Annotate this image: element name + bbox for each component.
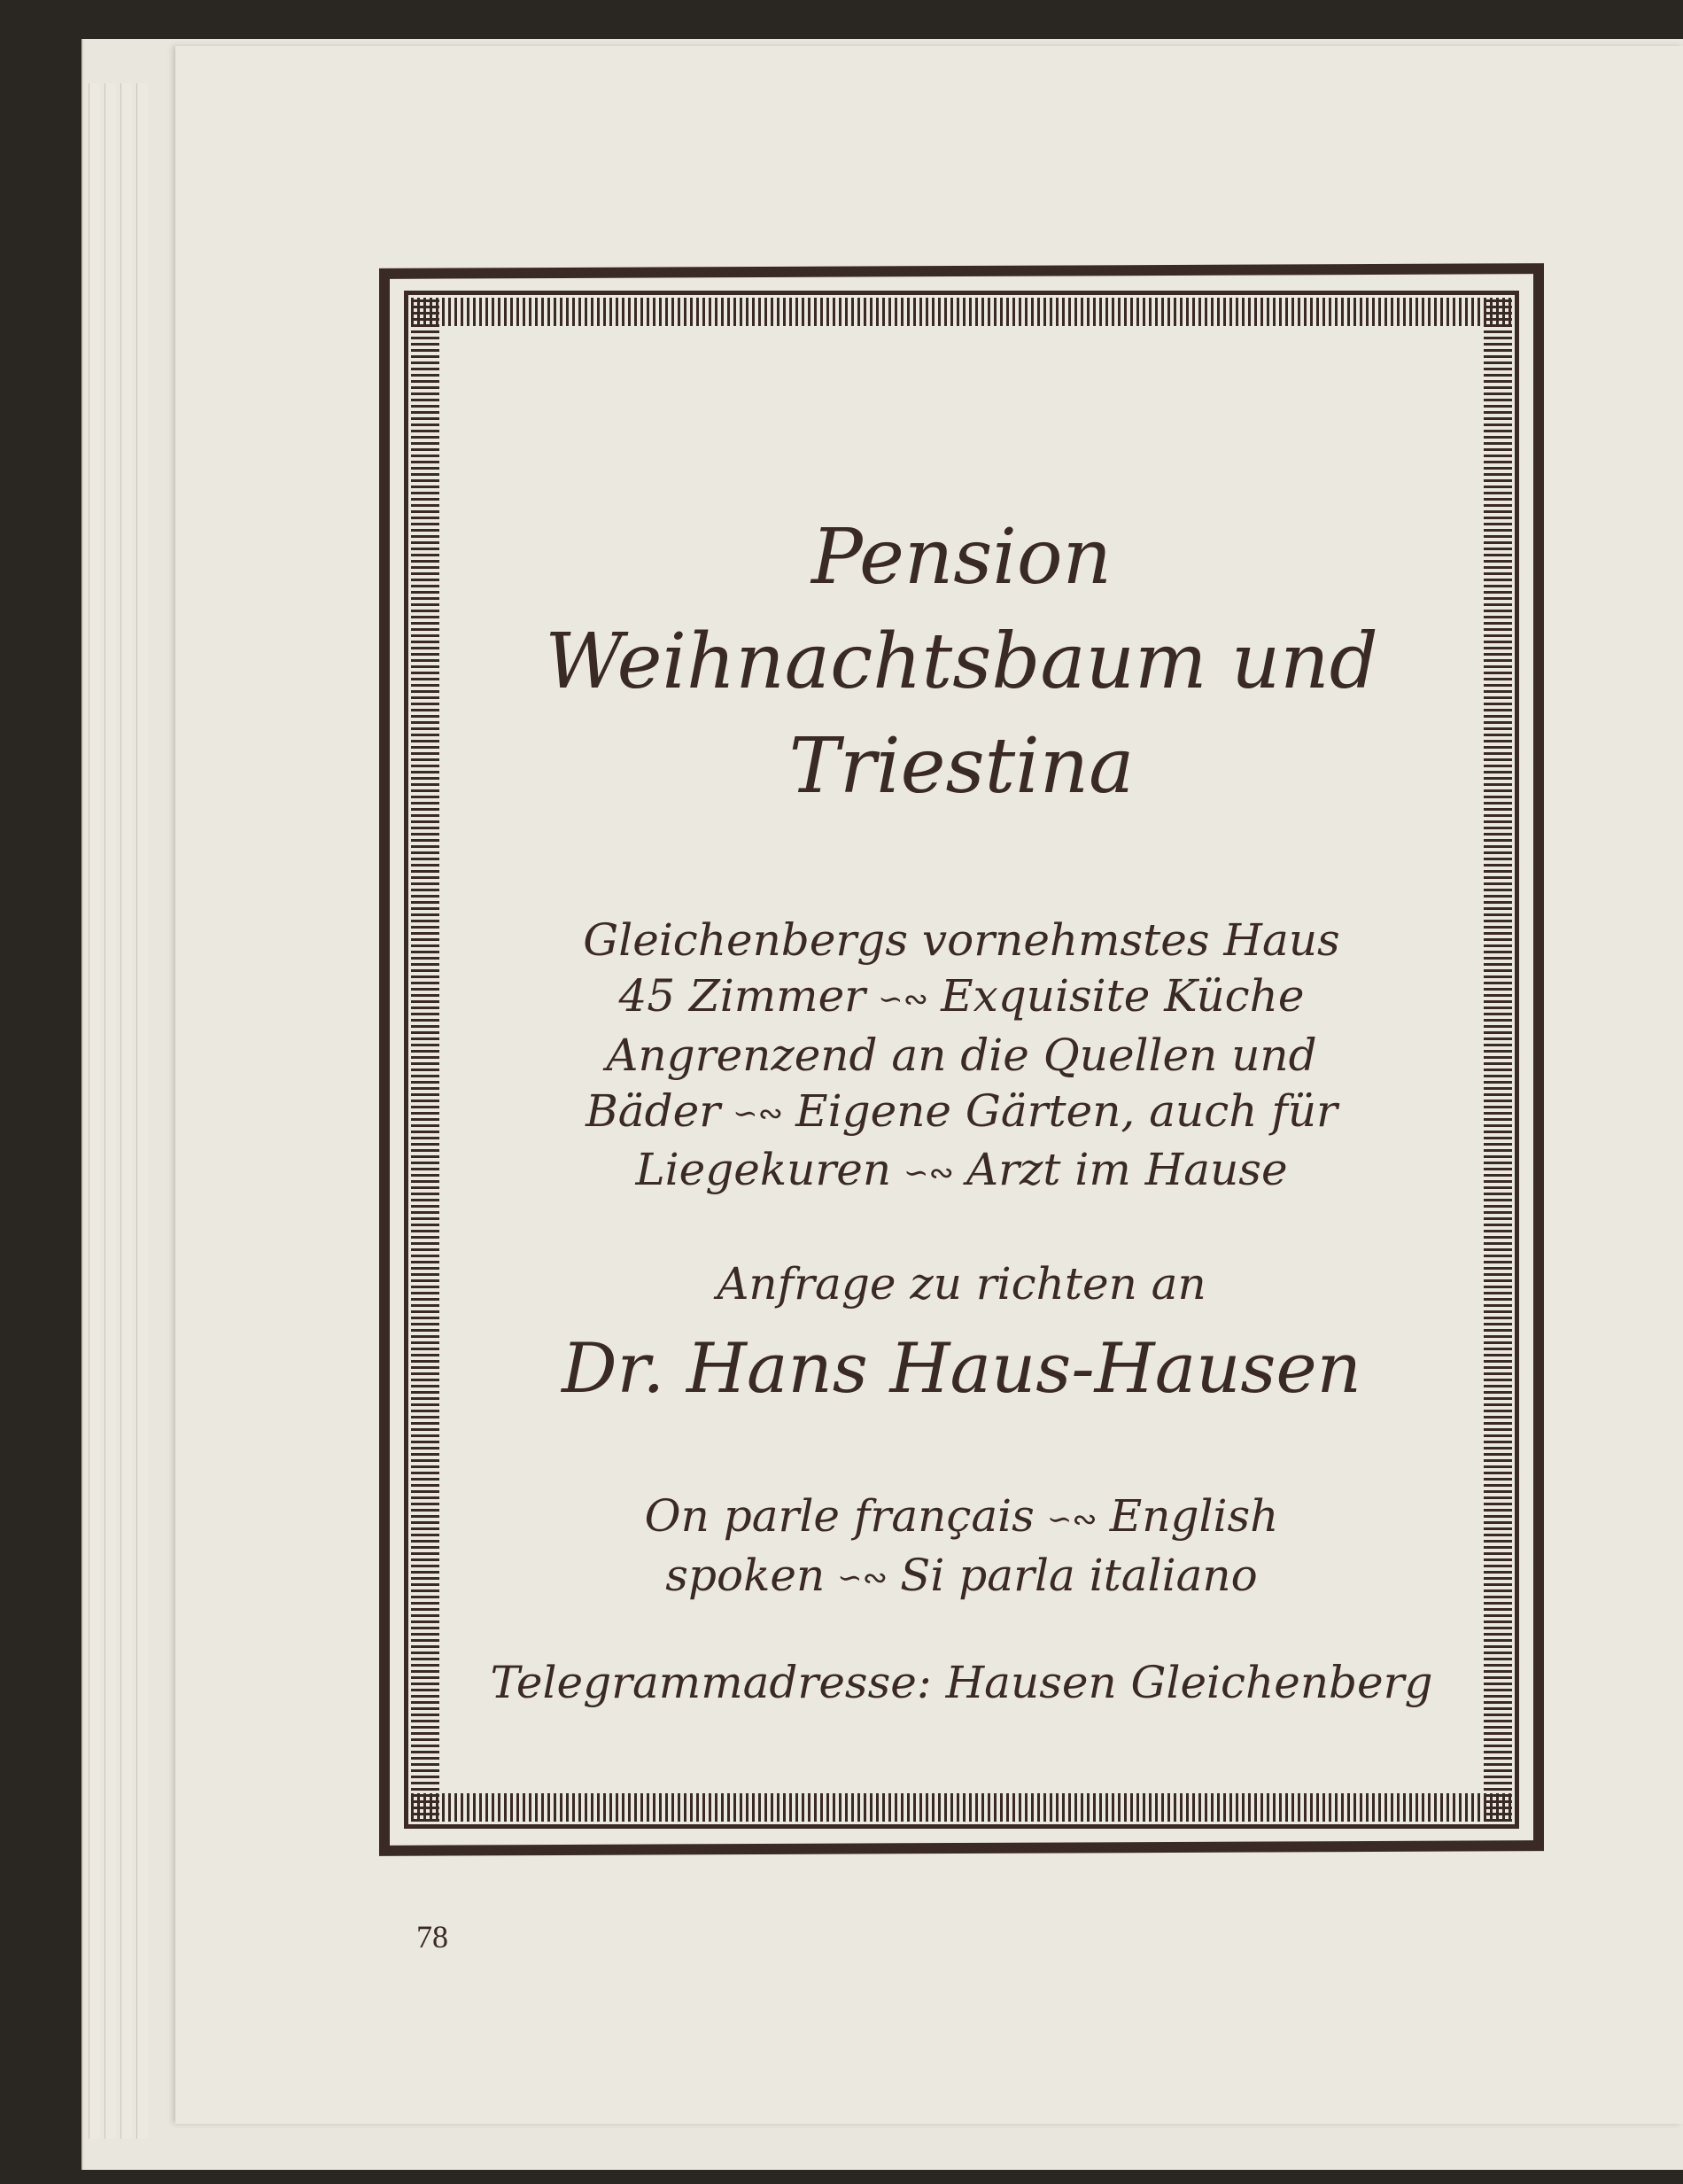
contact-name: Dr. Hans Haus-Hausen <box>562 1329 1361 1409</box>
language-text: Si parla italiano <box>900 1549 1258 1601</box>
ornament-icon: ∽∾ <box>904 1154 955 1191</box>
feature-text: Exquisite Küche <box>941 970 1305 1022</box>
feature-line <box>441 913 1482 968</box>
feature-line <box>441 1028 1482 1084</box>
languages-block <box>441 1488 1482 1606</box>
advertisement-frame <box>379 266 1544 1854</box>
features-block <box>441 913 1482 1201</box>
feature-text: 45 Zimmer <box>618 970 866 1022</box>
feature-text: Gleichenbergs vornehmstes Haus <box>583 914 1340 966</box>
language-text: English <box>1109 1490 1279 1542</box>
language-text: spoken <box>665 1549 826 1601</box>
feature-line <box>441 1142 1482 1201</box>
feature-text: Angrenzend an die Quellen und <box>606 1029 1317 1081</box>
pension-title <box>441 505 1482 819</box>
feature-text: Liegekuren <box>635 1144 892 1195</box>
title-line-2: Weihnachtsbaum und <box>545 618 1378 706</box>
feature-text: Arzt im Hause <box>966 1144 1288 1195</box>
hatch-border-right <box>1484 298 1512 1822</box>
feature-line <box>441 968 1482 1028</box>
page-number: 78 <box>416 1919 448 1955</box>
ornament-icon: ∽∾ <box>1046 1501 1097 1537</box>
ornament-icon: ∽∾ <box>878 981 929 1017</box>
page-edge <box>136 83 148 2139</box>
hatch-border-left <box>411 298 439 1822</box>
title-line-1: Pension <box>810 513 1113 602</box>
page-edge <box>120 83 132 2139</box>
page-edge <box>89 83 100 2139</box>
feature-text: Eigene Gärten, auch für <box>795 1084 1338 1137</box>
feature-text: Bäder <box>586 1084 721 1137</box>
feature-line <box>441 1084 1482 1143</box>
ornament-icon: ∽∾ <box>837 1560 888 1596</box>
telegram-address: Telegrammadresse: Hausen Gleichenberg <box>490 1657 1433 1708</box>
title-line-3: Triestina <box>788 722 1135 811</box>
language-line <box>441 1548 1482 1607</box>
advertisement-panel <box>441 328 1482 1792</box>
language-text: On parle français <box>644 1490 1035 1542</box>
hatch-border-bottom <box>411 1793 1512 1822</box>
language-line <box>441 1488 1482 1548</box>
ornament-icon: ∽∾ <box>733 1096 784 1131</box>
page-edge <box>105 83 116 2139</box>
inquiry-text: Anfrage zu richten an <box>717 1258 1206 1310</box>
hatch-border-top <box>411 298 1512 326</box>
